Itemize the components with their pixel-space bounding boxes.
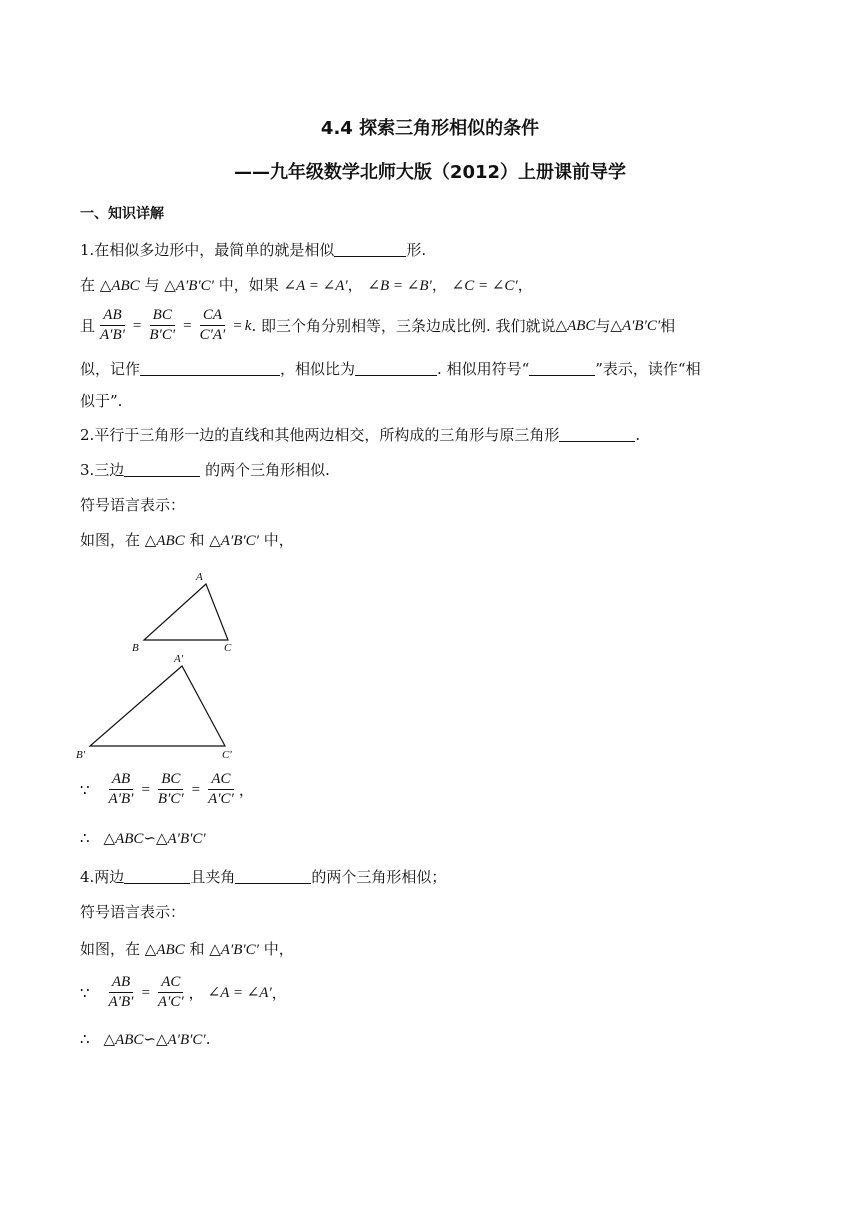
comma: ， bbox=[188, 983, 204, 1002]
comma: ， bbox=[431, 276, 447, 294]
blank-symbol bbox=[529, 360, 595, 376]
figure-intro-line bbox=[80, 940, 294, 959]
angle-conditions-line bbox=[80, 276, 533, 295]
item-2-line bbox=[80, 426, 640, 444]
blank-2 bbox=[559, 426, 635, 442]
text-zhong-ruguo: 中，如果 bbox=[218, 276, 279, 294]
text-ratio: ，相似比为 bbox=[280, 360, 356, 378]
item-1-suffix: 形. bbox=[406, 241, 427, 259]
item-4-suffix: 的两个三角形相似； bbox=[311, 868, 447, 886]
text-yu: 与 bbox=[144, 276, 160, 294]
fraction-denominator: A′B′ bbox=[100, 327, 125, 344]
ratio-k: k bbox=[244, 317, 252, 334]
equals-sign: = bbox=[183, 317, 192, 334]
triangle-abc-prime: △A′B′C′ bbox=[209, 942, 259, 958]
period: . bbox=[205, 1030, 211, 1048]
equals-sign: = bbox=[141, 781, 150, 798]
fraction-ac bbox=[155, 974, 187, 1012]
period: . bbox=[635, 426, 641, 444]
document-subtitle: ——九年级数学北师大版（2012）上册课前导学 bbox=[233, 162, 627, 183]
blank-notation bbox=[140, 360, 280, 376]
angle-a-condition: ∠A = ∠A′ bbox=[283, 278, 348, 294]
text-jizuo: 似，记作 bbox=[80, 360, 141, 378]
vertex-label-a-prime: A′ bbox=[174, 653, 184, 665]
fraction-ab bbox=[97, 307, 128, 345]
fraction-numerator: AC bbox=[208, 771, 233, 790]
similarity-statement: △ABC∽△A′B′C′ bbox=[103, 1032, 206, 1048]
fraction-denominator: B′C′ bbox=[157, 791, 184, 808]
comma: ， bbox=[238, 780, 254, 799]
item-1-line bbox=[80, 241, 426, 259]
fraction-numerator: AB bbox=[100, 307, 124, 326]
text-xiang: 相 bbox=[660, 316, 676, 335]
vertex-label-b: B bbox=[132, 642, 139, 654]
vertex-label-c-prime: C′ bbox=[222, 749, 232, 761]
therefore-symbol: ∴ bbox=[80, 829, 90, 847]
text-zai: 在 bbox=[80, 276, 96, 294]
fraction-denominator: A′B′ bbox=[108, 791, 134, 808]
vertex-label-a: A bbox=[196, 571, 203, 583]
text-rutu: 如图，在 bbox=[80, 940, 141, 958]
fraction-numerator: AC bbox=[158, 974, 183, 993]
item-2-text: 2.平行于三角形一边的直线和其他两边相交，所构成的三角形与原三角形 bbox=[80, 426, 560, 444]
because-sas-line bbox=[80, 974, 287, 1012]
comma: ， bbox=[271, 983, 287, 1002]
triangle-abc: △ABC bbox=[555, 317, 596, 334]
triangle-abc-prime: △A′B′C′ bbox=[209, 533, 259, 549]
large-triangle bbox=[90, 666, 225, 746]
fraction-ab bbox=[106, 771, 137, 809]
equals-sign: = bbox=[132, 317, 142, 334]
triangle-abc: △ABC bbox=[144, 533, 185, 549]
triangle-abc: △ABC bbox=[144, 942, 185, 958]
fraction-numerator: AB bbox=[109, 974, 133, 993]
ratio-line bbox=[80, 307, 675, 345]
similarity-statement: △ABC∽△A′B′C′ bbox=[103, 831, 206, 847]
blank-ratio bbox=[355, 360, 437, 376]
small-triangle bbox=[144, 584, 228, 640]
text-symbol: . 相似用符号“ bbox=[437, 360, 530, 378]
fraction-ab bbox=[106, 974, 137, 1012]
triangle-abc-prime: △A′B′C′ bbox=[164, 278, 214, 294]
text-rutu: 如图，在 bbox=[80, 531, 141, 549]
angle-c-condition: ∠C = ∠C′ bbox=[451, 278, 518, 294]
equals-sign: = bbox=[141, 984, 150, 1001]
text-jiajiao: 且夹角 bbox=[190, 868, 236, 886]
text-read-as: ”表示，读作“相 bbox=[595, 360, 701, 378]
fraction-denominator: A′C′ bbox=[157, 994, 184, 1011]
item-4-line bbox=[80, 868, 446, 886]
fraction-ac bbox=[205, 771, 237, 809]
blank-3 bbox=[124, 461, 200, 477]
triangle-abc: △ABC bbox=[99, 278, 140, 294]
fraction-numerator: BC bbox=[150, 307, 175, 326]
notation-line bbox=[80, 360, 701, 378]
because-sss-line bbox=[80, 771, 254, 809]
text-qie: 且 bbox=[80, 316, 96, 335]
fraction-denominator: A′C′ bbox=[208, 791, 234, 808]
fraction-denominator: A′B′ bbox=[108, 994, 134, 1011]
therefore-symbol: ∴ bbox=[80, 1030, 90, 1048]
therefore-sss-line bbox=[80, 829, 206, 848]
comma: ， bbox=[347, 276, 363, 294]
figure-intro-line bbox=[80, 531, 294, 550]
fraction-numerator: BC bbox=[158, 771, 183, 790]
triangles-figure bbox=[70, 566, 250, 762]
blank-4b bbox=[235, 868, 311, 884]
fraction-numerator: AB bbox=[109, 771, 133, 790]
vertex-label-c: C bbox=[224, 642, 232, 654]
symbol-language-label: 符号语言表示： bbox=[80, 903, 186, 921]
item-1-text: 1.在相似多边形中，最简单的就是相似 bbox=[80, 241, 335, 259]
text-yu: 与 bbox=[595, 316, 611, 335]
blank-1 bbox=[334, 241, 406, 257]
fraction-bc bbox=[155, 771, 187, 809]
text-he: 和 bbox=[189, 531, 205, 549]
because-symbol: ∵ bbox=[80, 983, 90, 1002]
text-zhong: 中， bbox=[263, 531, 294, 549]
vertex-label-b-prime: B′ bbox=[76, 749, 86, 761]
definition-text: . 即三个角分别相等，三条边成比例. 我们就说 bbox=[251, 316, 556, 335]
because-symbol: ∵ bbox=[80, 780, 90, 799]
triangle-abc-prime: △A′B′C′ bbox=[610, 317, 661, 334]
therefore-sas-line bbox=[80, 1030, 210, 1049]
fraction-ca bbox=[197, 307, 229, 345]
section-heading: 一、知识详解 bbox=[80, 206, 164, 222]
fraction-denominator: C′A′ bbox=[199, 327, 226, 344]
fraction-numerator: CA bbox=[200, 307, 225, 326]
equals-sign: = bbox=[233, 317, 242, 334]
symbol-language-label: 符号语言表示： bbox=[80, 496, 186, 514]
item-3-line bbox=[80, 461, 330, 479]
comma: ， bbox=[517, 276, 533, 294]
item-3-text: 3.三边 bbox=[80, 461, 125, 479]
angle-a-condition: ∠A = ∠A′ bbox=[207, 984, 272, 1001]
text-zhong: 中， bbox=[263, 940, 294, 958]
fraction-denominator: B′C′ bbox=[149, 327, 176, 344]
text-he: 和 bbox=[189, 940, 205, 958]
item-4-text: 4.两边 bbox=[80, 868, 125, 886]
angle-b-condition: ∠B = ∠B′ bbox=[367, 278, 432, 294]
blank-4a bbox=[124, 868, 190, 884]
item-3-suffix: 的两个三角形相似. bbox=[200, 461, 330, 479]
fraction-bc bbox=[146, 307, 178, 345]
notation-line-end: 似于”. bbox=[80, 392, 123, 410]
document-title: 4.4 探索三角形相似的条件 bbox=[320, 118, 540, 139]
equals-sign: = bbox=[191, 781, 201, 798]
